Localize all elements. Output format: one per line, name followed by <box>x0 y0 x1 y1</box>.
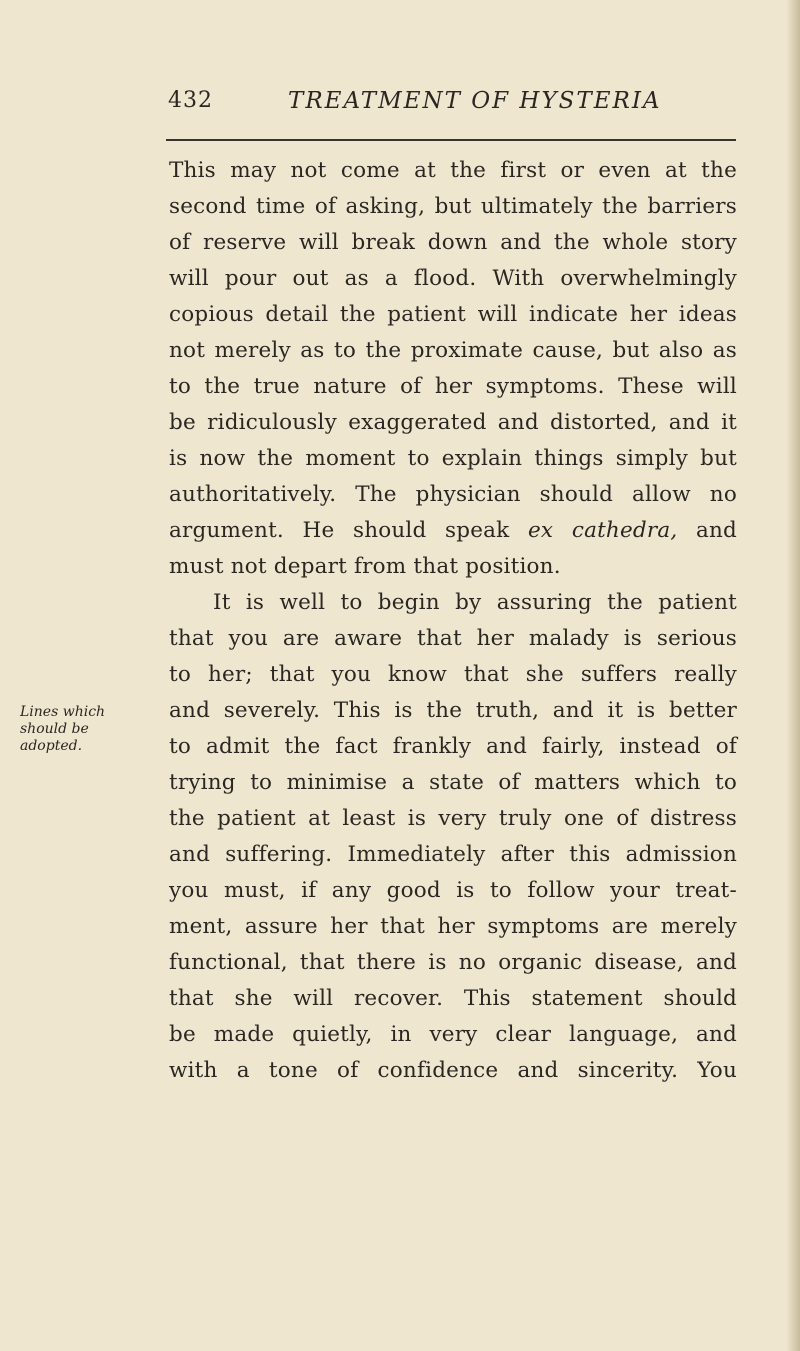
text-line: functional, that there is no organic disease, and <box>169 950 737 975</box>
italic-phrase: ex cathedra, <box>528 518 678 543</box>
text-line: of reserve will break down and the whole story <box>169 230 737 255</box>
text-segment: and <box>677 518 737 543</box>
text-line: trying to minimise a state of matters which to <box>169 770 737 795</box>
header-rule <box>166 139 736 141</box>
text-line: to her; that you know that she suffers really <box>169 662 737 687</box>
page-edge-shadow <box>786 0 800 1351</box>
text-line: second time of asking, but ultimately the barriers <box>169 194 737 219</box>
text-line: and suffering. Immediately after this admission <box>169 842 737 867</box>
page-number: 432 <box>168 88 213 113</box>
text-line-with-italic <box>169 513 737 549</box>
text-line: be made quietly, in very clear language, and <box>169 1022 737 1047</box>
text-line: that she will recover. This statement should <box>169 986 737 1011</box>
text-line: not merely as to the proximate cause, but also as <box>169 338 737 363</box>
text-line: ment, assure her that her symptoms are merely <box>169 914 737 939</box>
body-text <box>169 153 737 1089</box>
text-line: the patient at least is very truly one of distress <box>169 806 737 831</box>
text-line: you must, if any good is to follow your treat- <box>169 878 737 903</box>
text-line: authoritatively. The physician should allow no <box>169 482 737 507</box>
margin-note <box>20 704 130 755</box>
text-line-paragraph-start: It is well to begin by assuring the patient <box>213 590 737 615</box>
text-line: copious detail the patient will indicate her ideas <box>169 302 737 327</box>
margin-note-line: adopted. <box>20 738 83 754</box>
running-title: TREATMENT OF HYSTERIA <box>288 88 662 114</box>
margin-note-line: Lines which <box>20 704 106 720</box>
text-line: This may not come at the first or even at the <box>169 158 737 183</box>
margin-note-line: should be <box>20 721 89 737</box>
text-line: to the true nature of her symptoms. These will <box>169 374 737 399</box>
text-line: and severely. This is the truth, and it is better <box>169 698 737 723</box>
text-line: is now the moment to explain things simply but <box>169 446 737 471</box>
text-line: will pour out as a flood. With overwhelmingly <box>169 266 737 291</box>
text-line: be ridiculously exaggerated and distorted, and it <box>169 410 737 435</box>
text-line: that you are aware that her malady is serious <box>169 626 737 651</box>
text-line-paragraph-end: must not depart from that position. <box>169 554 561 579</box>
running-header <box>168 84 736 124</box>
text-line: with a tone of confidence and sincerity. You <box>169 1058 737 1083</box>
text-segment: argument. He should speak <box>169 518 528 543</box>
text-line: to admit the fact frankly and fairly, instead of <box>169 734 737 759</box>
